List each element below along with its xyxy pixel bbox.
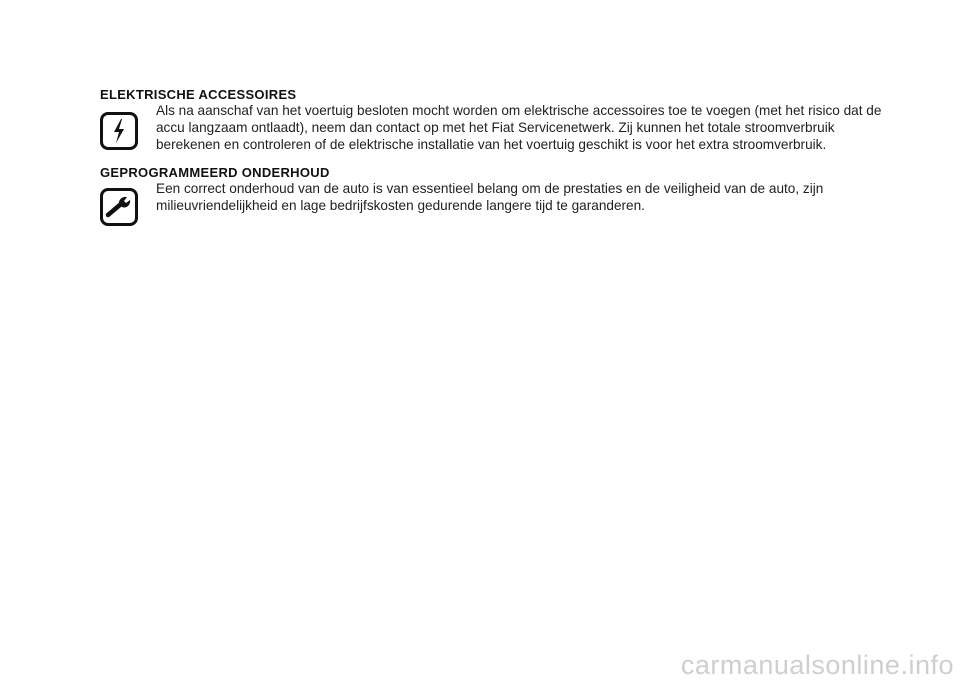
section-electrical-accessories <box>100 87 890 153</box>
watermark: carmanualsonline.info <box>680 650 954 680</box>
section-row <box>100 180 890 214</box>
section-body-text: Als na aanschaf van het voertuig besloten mocht worden om elektrische accessoires toe te voegen (met het risico dat de accu langzaam ontlaadt), neem dan contact op met het Fiat Servicenetwerk. Zij kunnen het totale stroomverbruik berekenen en controleren of de elektrische installatie van het voertuig geschikt is voor het extra stroomverbruik. <box>156 103 882 152</box>
lightning-icon <box>100 112 138 150</box>
section-heading: ELEKTRISCHE ACCESSOIRES <box>100 87 297 102</box>
section-scheduled-maintenance <box>100 165 890 214</box>
section-body-text: Een correct onderhoud van de auto is van essentieel belang om de prestaties en de veiligheid van de auto, zijn milieuvriendelijkheid en lage bedrijfskosten gedurende langere tijd te garanderen. <box>156 181 824 213</box>
section-row <box>100 102 890 153</box>
wrench-icon <box>100 188 138 226</box>
section-heading: GEPROGRAMMEERD ONDERHOUD <box>100 165 330 180</box>
